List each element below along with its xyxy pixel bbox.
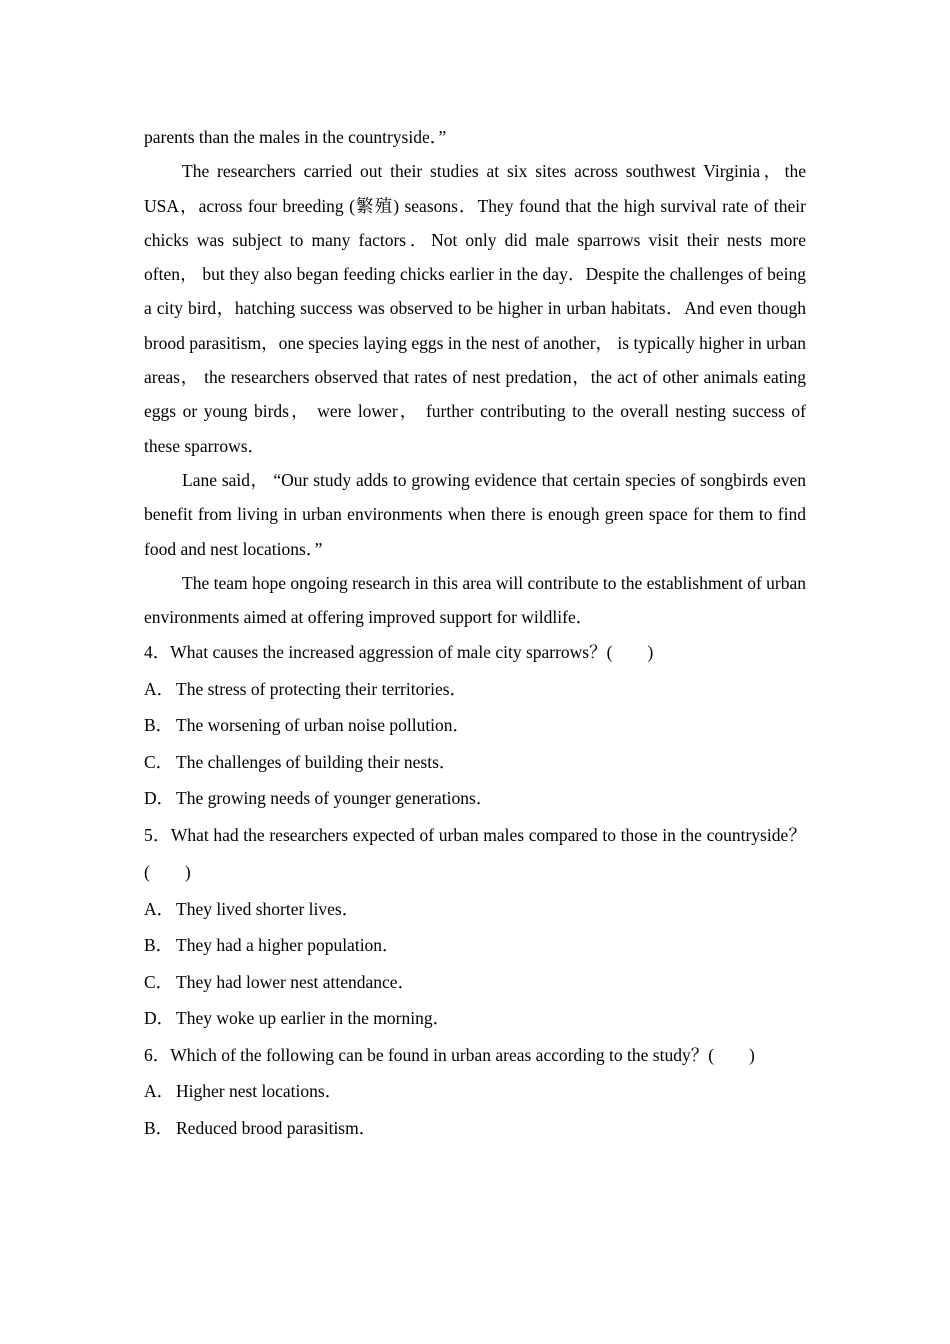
option-text: They had a higher population． bbox=[176, 935, 400, 956]
question-number: 5． bbox=[144, 824, 171, 845]
question-number: 6． bbox=[144, 1044, 171, 1065]
option-text: The worsening of urban noise pollution． bbox=[176, 715, 471, 736]
option-text: The stress of protecting their territories． bbox=[176, 678, 468, 699]
answer-option bbox=[144, 927, 806, 964]
option-letter: D． bbox=[144, 788, 175, 809]
option-text: They lived shorter lives． bbox=[176, 898, 360, 919]
question-stem bbox=[144, 634, 806, 671]
answer-option bbox=[144, 671, 806, 708]
option-text: They had lower nest attendance． bbox=[176, 971, 416, 992]
option-letter: A． bbox=[144, 898, 175, 919]
answer-option bbox=[144, 891, 806, 928]
option-letter: A． bbox=[144, 678, 175, 699]
option-letter: B． bbox=[144, 1117, 174, 1138]
option-text: The challenges of building their nests． bbox=[176, 751, 457, 772]
passage-paragraph: Lane said， “Our study adds to growing evidence that certain species of songbirds even benefit from living in urban environments when there is enough green space for them to find food and nest locations．” bbox=[144, 469, 806, 559]
answer-option bbox=[144, 780, 806, 817]
question-text: What causes the increased aggression of male city sparrows？( ) bbox=[170, 642, 654, 663]
option-letter: C． bbox=[144, 971, 174, 992]
option-text: Reduced brood parasitism． bbox=[176, 1117, 377, 1138]
option-text: They woke up earlier in the morning． bbox=[176, 1008, 451, 1029]
passage-paragraph: The researchers carried out their studies at six sites across southwest Virginia，the USA，across four breeding (繁殖) seasons．They found that the high survival rate of their chicks was subject to many factors．Not only did male sparrows visit their nests more often， but they also began feeding chicks earlier in the day．Despite the challenges of being a city bird，hatching success was observed to be higher in urban habitats．And even though brood parasitism，one species laying eggs in the nest of another， is typically higher in urban areas， the researchers observed that rates of nest predation，the act of other animals eating eggs or young birds， were lower， further contributing to the overall nesting success of these sparrows． bbox=[144, 161, 806, 456]
question-number: 4． bbox=[144, 642, 171, 663]
option-letter: B． bbox=[144, 715, 174, 736]
reading-passage bbox=[144, 120, 806, 634]
option-text: Higher nest locations． bbox=[176, 1081, 343, 1102]
answer-option bbox=[144, 1073, 806, 1110]
question-4 bbox=[144, 634, 806, 817]
question-text: Which of the following can be found in urban areas according to the study？( ) bbox=[170, 1044, 755, 1065]
answer-option bbox=[144, 744, 806, 781]
document-page bbox=[144, 120, 806, 1146]
option-letter: B． bbox=[144, 935, 174, 956]
answer-option bbox=[144, 1110, 806, 1147]
answer-option bbox=[144, 964, 806, 1001]
option-text: The growing needs of younger generations． bbox=[176, 788, 494, 809]
option-letter: D． bbox=[144, 1008, 175, 1029]
option-letter: A． bbox=[144, 1081, 175, 1102]
question-stem bbox=[144, 817, 806, 891]
question-5 bbox=[144, 817, 806, 1037]
passage-paragraph: parents than the males in the countryside．” bbox=[144, 127, 447, 147]
passage-paragraph: The team hope ongoing research in this area will contribute to the establishment of urban environments aimed at offering improved support for wildlife． bbox=[144, 572, 806, 628]
question-stem bbox=[144, 1037, 806, 1074]
answer-option bbox=[144, 1000, 806, 1037]
question-6 bbox=[144, 1037, 806, 1147]
option-letter: C． bbox=[144, 751, 174, 772]
question-text: What had the researchers expected of urban males compared to those in the countryside？( ) bbox=[144, 824, 807, 882]
answer-option bbox=[144, 707, 806, 744]
